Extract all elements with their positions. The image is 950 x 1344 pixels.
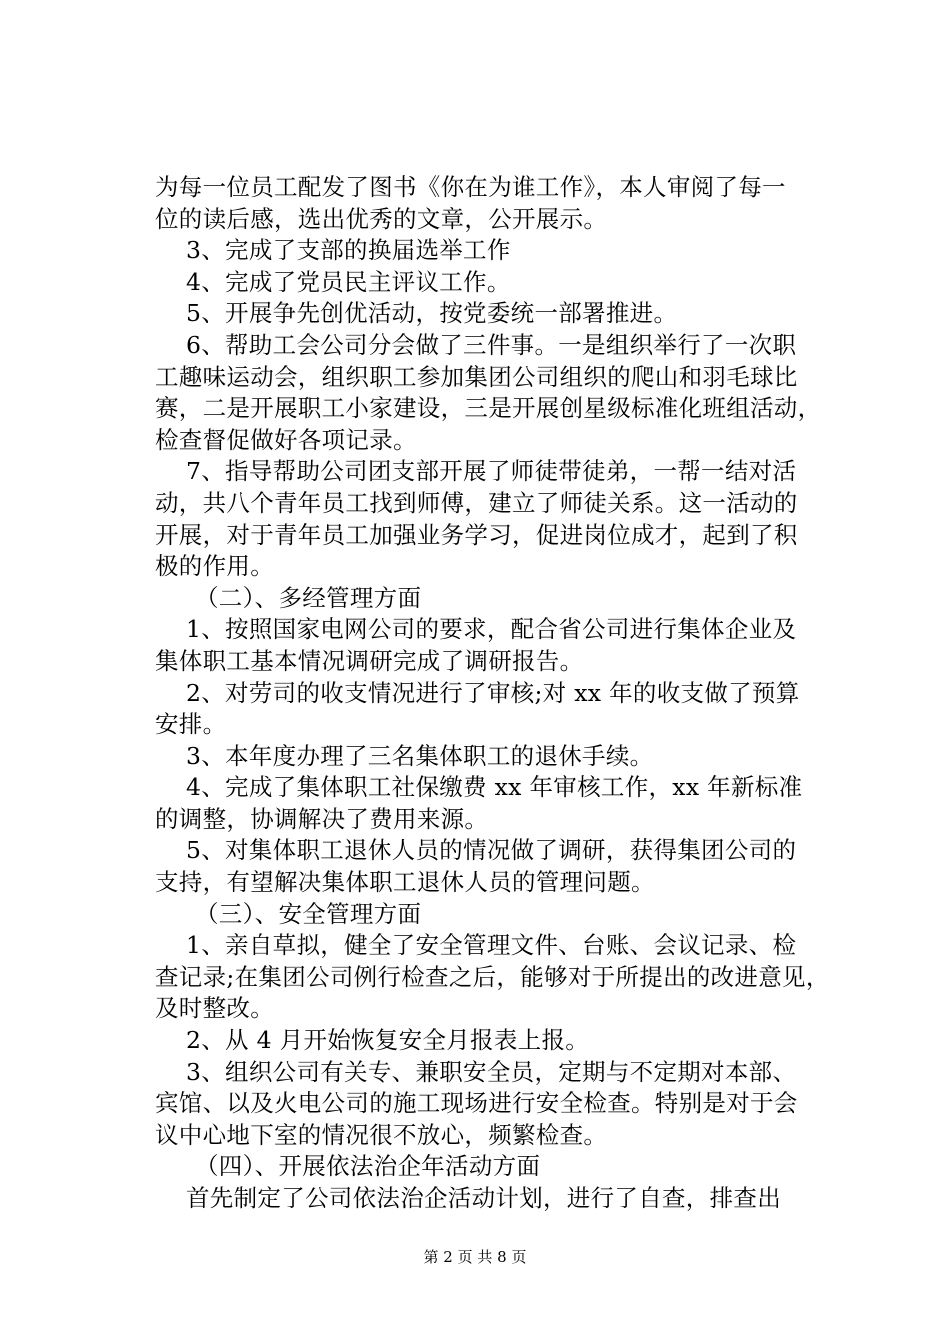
section-heading: （四）、开展依法治企年活动方面	[195, 1152, 541, 1181]
text-line: 2、从 4 月开始恢复安全月报表上报。	[186, 1026, 590, 1055]
text-line: 议中心地下室的情况很不放心，频繁检查。	[155, 1120, 608, 1149]
text-line: 及时整改。	[155, 994, 274, 1023]
text-line: 3、组织公司有关专、兼职安全员，定期与不定期对本部、	[186, 1057, 797, 1086]
page-footer: 第 2 页 共 8 页	[423, 1248, 527, 1266]
text-line: 3、完成了支部的换届选举工作	[186, 236, 511, 265]
text-line: 位的读后感，选出优秀的文章，公开展示。	[155, 204, 608, 233]
text-line: 2、对劳司的收支情况进行了审核;对 xx 年的收支做了预算	[186, 678, 800, 707]
text-line: 开展，对于青年员工加强业务学习，促进岗位成才，起到了积	[155, 520, 798, 549]
text-line: 6、帮助工会公司分会做了三件事。一是组织举行了一次职	[186, 330, 797, 359]
text-line: 首先制定了公司依法治企活动计划，进行了自查，排查出	[186, 1184, 781, 1212]
text-line: 1、亲自草拟，健全了安全管理文件、台账、会议记录、检	[186, 931, 797, 960]
text-line: 集体职工基本情况调研完成了调研报告。	[155, 646, 584, 675]
text-line: 动，共八个青年员工找到师傅，建立了师徒关系。这一活动的	[155, 488, 798, 517]
text-line: 7、指导帮助公司团支部开展了师徒带徒弟，一帮一结对活	[186, 457, 797, 486]
text-line: 4、完成了集体职工社保缴费 xx 年审核工作，xx 年新标准	[186, 773, 803, 802]
text-line: 的调整，协调解决了费用来源。	[155, 804, 489, 833]
text-line: 5、开展争先创优活动，按党委统一部署推进。	[186, 299, 678, 328]
text-line: 4、完成了党员民主评议工作。	[186, 267, 511, 296]
text-line: 赛，二是开展职工小家建设，三是开展创星级标准化班组活动，	[155, 394, 822, 423]
section-heading: （二）、多经管理方面	[195, 583, 422, 612]
text-line: 1、按照国家电网公司的要求，配合省公司进行集体企业及	[186, 615, 797, 644]
document-body	[155, 172, 835, 1215]
text-line: 为每一位员工配发了图书《你在为谁工作》，本人审阅了每一	[155, 173, 786, 201]
section-heading: （三）、安全管理方面	[195, 899, 422, 928]
text-line: 极的作用。	[155, 552, 274, 581]
text-line: 3、本年度办理了三名集体职工的退休手续。	[186, 741, 654, 770]
text-line: 工趣味运动会，组织职工参加集团公司组织的爬山和羽毛球比	[155, 362, 798, 391]
text-line: 宾馆、以及火电公司的施工现场进行安全检查。特别是对于会	[155, 1089, 798, 1118]
text-line: 安排。	[155, 710, 227, 739]
text-line: 查记录;在集团公司例行检查之后，能够对于所提出的改进意见，	[155, 962, 830, 991]
text-line: 5、对集体职工退休人员的情况做了调研，获得集团公司的	[186, 836, 797, 865]
text-line: 支持，有望解决集体职工退休人员的管理问题。	[155, 868, 655, 897]
text-line: 检查督促做好各项记录。	[155, 425, 417, 454]
